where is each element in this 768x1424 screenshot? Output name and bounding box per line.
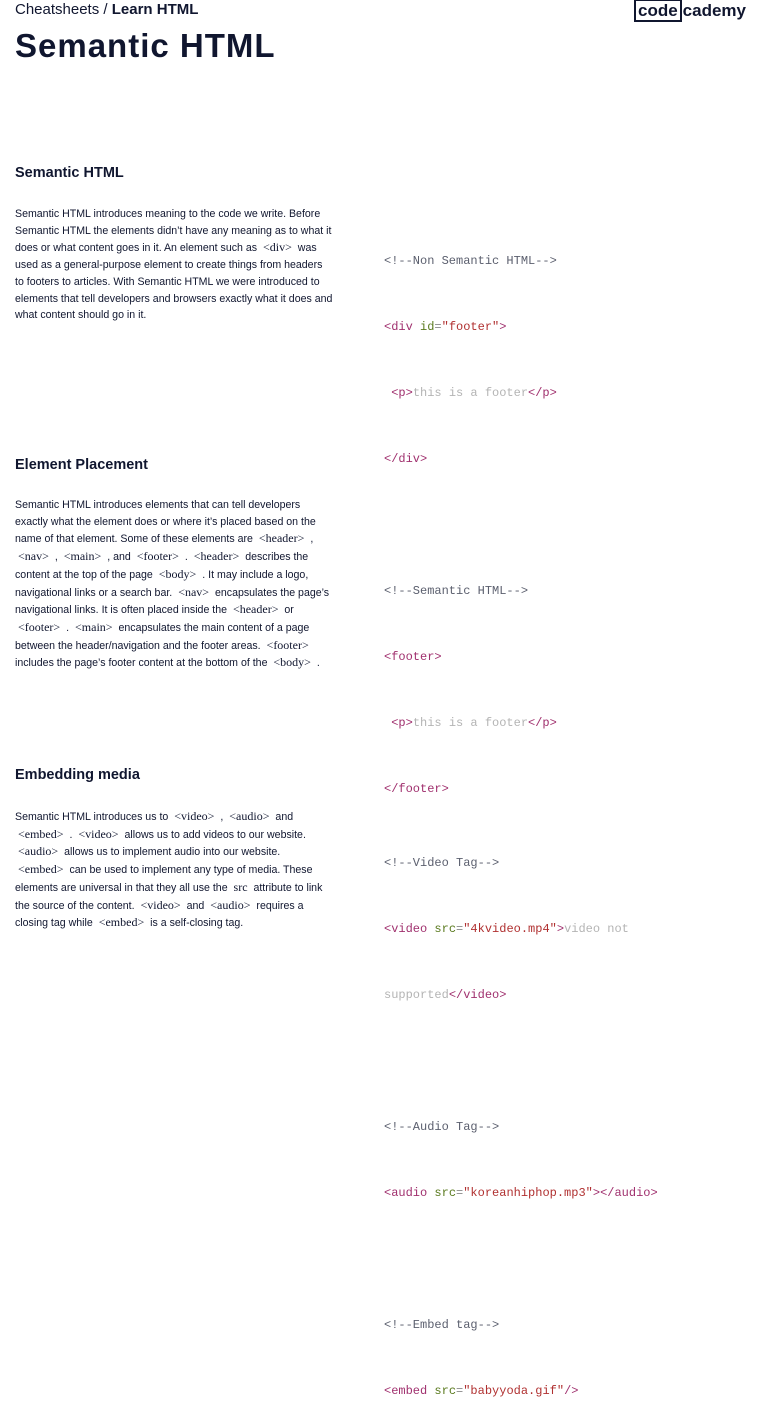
code-block-embedding-media: <!--Video Tag--> <video src="4kvideo.mp4">video not supported</video> <!--Audio Tag--> <audio src="koreanhiphop.mp3"></audio> <!--Embed tag--> <embed src="babyyoda.gif"/> bbox=[384, 856, 658, 1398]
section-heading-element-placement: Element Placement bbox=[15, 457, 148, 473]
logo-rest-text: cademy bbox=[682, 1, 746, 20]
logo-boxed-text: code bbox=[634, 0, 682, 22]
page-title: Semantic HTML bbox=[15, 27, 276, 64]
breadcrumb-separator: / bbox=[99, 1, 112, 18]
breadcrumb-current[interactable]: Learn HTML bbox=[111, 1, 199, 18]
section-heading-embedding-media: Embedding media bbox=[15, 767, 140, 783]
section-text-embedding-media: Semantic HTML introduces us to <video> , <audio> and <embed> . <video> allows us to add videos to our website. <audio> allows us to implement audio into our website. <embed> can be used to implement any type of media. These elements are universal in that they all use the src attribute to link the source of the content. <video> and <audio> requires a closing tag while <embed> is a self-closing tag. bbox=[15, 809, 323, 930]
section-text-element-placement: Semantic HTML introduces elements that can tell developers exactly what the element does or where it’s placed based on the name of that element. Some of these elements are <header> , <nav> , <main> , and <footer> . <header> describes the content at the top of the page <body> . It may include a logo, navigational links or a search bar. <nav> encapsulates the page’s navigational links. It is often placed inside the <header> or <footer> . <main> encapsulates the main content of a page between the header/navigation and the footer areas. <footer> includes the page’s footer content at the bottom of the <body> . bbox=[15, 499, 330, 670]
codecademy-logo[interactable] bbox=[634, 1, 746, 21]
code-block-semantic-html: <!--Non Semantic HTML--> <div id="footer"> <p>this is a footer</p> </div> <!--Semantic HTML--> <footer> <p>this is a footer</p> </footer> bbox=[384, 254, 557, 796]
section-heading-semantic-html: Semantic HTML bbox=[15, 165, 124, 181]
breadcrumb bbox=[15, 1, 198, 19]
section-text-semantic-html: Semantic HTML introduces meaning to the code we write. Before Semantic HTML the elements didn’t have any meaning as to what it does or what content goes in it. An element such as <div> was used as a general-purpose element to create things from headers to footers to articles. With Semantic HTML we were introduced to elements that tell developers and browsers exactly what it does and what content should go in it. bbox=[15, 208, 333, 322]
breadcrumb-link-cheatsheets[interactable]: Cheatsheets bbox=[15, 1, 100, 18]
